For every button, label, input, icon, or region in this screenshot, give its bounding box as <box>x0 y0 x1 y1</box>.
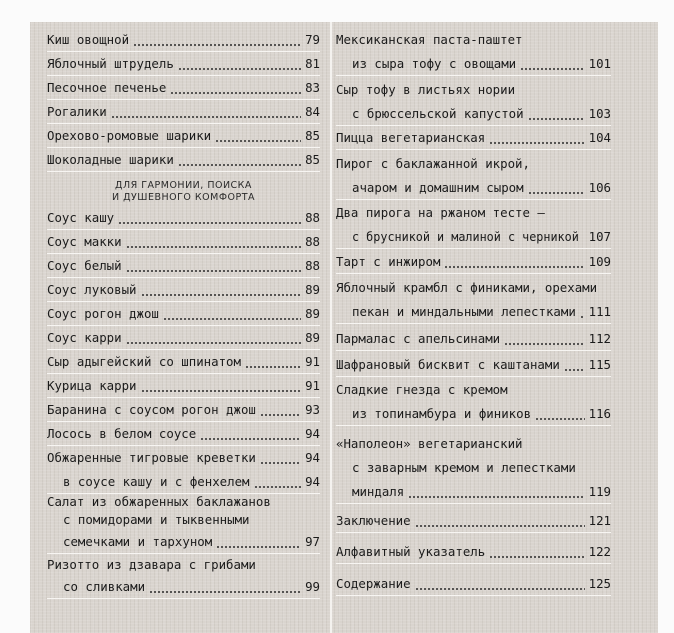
toc-entry-continuation[interactable] <box>47 575 320 599</box>
entry-title: с брюссельской капустой <box>352 106 524 121</box>
entry-title: Киш овощной <box>47 32 130 47</box>
entry-title: Соус рогон джош <box>47 306 159 321</box>
toc-entry[interactable] <box>47 124 320 148</box>
entry-page: 103 <box>588 106 611 121</box>
toc-entry-continuation <box>336 456 611 480</box>
toc-entry[interactable] <box>336 353 611 377</box>
entry-title: миндаля <box>352 484 405 499</box>
entry-page: 89 <box>305 282 320 297</box>
toc-entry[interactable] <box>47 398 320 422</box>
entry-title: Шоколадные шарики <box>47 152 174 167</box>
entry-page: 99 <box>305 579 320 594</box>
toc-entry[interactable] <box>47 28 320 52</box>
toc-entry[interactable] <box>47 422 320 446</box>
entry-title: Сыр адыгейский со шпинатом <box>47 354 241 369</box>
toc-entry-continuation[interactable] <box>47 530 320 554</box>
entry-title: семечками и тархуном <box>63 534 213 549</box>
entry-title: в соусе кашу и с фенхелем <box>63 474 250 489</box>
toc-entry[interactable] <box>47 553 320 577</box>
entry-page: 101 <box>588 56 611 71</box>
toc-entry[interactable] <box>47 206 320 230</box>
entry-title: ачаром и домашним сыром <box>352 180 524 195</box>
entry-title: Мексиканская паста-паштет <box>336 32 523 47</box>
toc-entry-continuation[interactable] <box>336 52 611 76</box>
entry-page: 89 <box>305 330 320 345</box>
section-heading-line-2: И ДУШЕВНОГО КОМФОРТА <box>111 192 256 203</box>
entry-title: Соус карри <box>47 330 122 345</box>
toc-entry[interactable] <box>336 201 611 225</box>
toc-entry[interactable] <box>47 446 320 470</box>
entry-title: Сыр тофу в листьях нории <box>336 82 516 97</box>
toc-entry[interactable] <box>336 28 611 52</box>
entry-title: с помидорами и тыквенными <box>63 512 250 527</box>
toc-entry[interactable] <box>47 350 320 374</box>
entry-title: с заварным кремом и лепестками <box>352 460 576 475</box>
toc-entry-continuation[interactable] <box>336 300 611 324</box>
toc-entry[interactable] <box>336 572 611 596</box>
toc-entry[interactable] <box>47 230 320 254</box>
entry-page: 94 <box>305 474 320 489</box>
toc-entry[interactable] <box>336 540 611 564</box>
entry-title: Заключение <box>336 513 411 528</box>
entry-title: «Наполеон» вегетарианский <box>336 436 523 451</box>
entry-page: 88 <box>305 234 320 249</box>
toc-entry[interactable] <box>336 327 611 351</box>
toc-entry[interactable] <box>47 326 320 350</box>
toc-entry[interactable] <box>47 374 320 398</box>
entry-page: 106 <box>588 180 611 195</box>
entry-page: 111 <box>588 304 611 319</box>
entry-title: Ризотто из дзавара с грибами <box>47 557 256 572</box>
toc-entry-continuation <box>47 508 320 532</box>
entry-page: 81 <box>305 56 320 71</box>
toc-entry-continuation[interactable] <box>336 480 611 504</box>
entry-page: 109 <box>588 254 611 269</box>
toc-entry[interactable] <box>336 276 611 300</box>
entry-page: 115 <box>588 357 611 372</box>
toc-entry[interactable] <box>336 378 611 402</box>
toc-entry[interactable] <box>336 126 611 150</box>
entry-page: 107 <box>588 229 611 244</box>
entry-title: Шафрановый бисквит с каштанами <box>336 357 560 372</box>
entry-page: 97 <box>305 534 320 549</box>
toc-entry[interactable] <box>336 78 611 102</box>
entry-page: 104 <box>588 130 611 145</box>
entry-page: 85 <box>305 152 320 167</box>
toc-entry-continuation[interactable] <box>336 402 611 426</box>
entry-title: Салат из обжаренных баклажанов <box>47 494 271 509</box>
entry-page: 84 <box>305 104 320 119</box>
toc-entry[interactable] <box>47 302 320 326</box>
entry-title: пекан и миндальными лепестками <box>352 304 576 319</box>
entry-title: Содержание <box>336 576 411 591</box>
entry-page: 94 <box>305 450 320 465</box>
entry-page: 93 <box>305 402 320 417</box>
entry-page: 88 <box>305 210 320 225</box>
entry-page: 83 <box>305 80 320 95</box>
entry-title: Яблочный штрудель <box>47 56 174 71</box>
entry-title: Сладкие гнезда с кремом <box>336 382 508 397</box>
toc-entry[interactable] <box>47 254 320 278</box>
toc-entry[interactable] <box>47 278 320 302</box>
entry-title: из сыра тофу с овощами <box>352 56 517 71</box>
entry-page: 116 <box>588 406 611 421</box>
entry-page: 112 <box>588 331 611 346</box>
entry-page: 125 <box>588 576 611 591</box>
entry-title: Песочное печенье <box>47 80 167 95</box>
toc-entry[interactable] <box>336 152 611 176</box>
entry-title: Соус кашу <box>47 210 115 225</box>
entry-page: 91 <box>305 378 320 393</box>
toc-entry-continuation[interactable] <box>336 102 611 126</box>
entry-title: Тарт с инжиром <box>336 254 441 269</box>
toc-entry[interactable] <box>47 100 320 124</box>
entry-page: 121 <box>588 513 611 528</box>
entry-page: 94 <box>305 426 320 441</box>
entry-title: Соус макки <box>47 234 122 249</box>
entry-page: 88 <box>305 258 320 273</box>
entry-title: с брусникой и малиной с черникой <box>352 229 579 244</box>
entry-title: Обжаренные тигровые креветки <box>47 450 256 465</box>
entry-page: 91 <box>305 354 320 369</box>
entry-page: 119 <box>588 484 611 499</box>
column-divider <box>330 22 332 633</box>
entry-title: Пирог с баклажанной икрой, <box>336 156 530 171</box>
entry-title: Два пирога на ржаном тесте — <box>336 205 545 220</box>
entry-title: Курица карри <box>47 378 137 393</box>
entry-title: Лосось в белом соусе <box>47 426 197 441</box>
toc-entry[interactable] <box>47 76 320 100</box>
entry-page: 85 <box>305 128 320 143</box>
toc-entry[interactable] <box>47 148 320 172</box>
entry-title: Пармалас с апельсинами <box>336 331 501 346</box>
entry-title: Соус белый <box>47 258 122 273</box>
entry-page: 122 <box>588 544 611 559</box>
entry-title: Пицца вегетарианская <box>336 130 486 145</box>
entry-title: Яблочный крамбл с финиками, орехами <box>336 280 598 295</box>
entry-page: 89 <box>305 306 320 321</box>
toc-entry[interactable] <box>47 52 320 76</box>
toc-entry[interactable] <box>336 432 611 456</box>
toc-entry[interactable] <box>336 509 611 533</box>
entry-title: со сливками <box>63 579 146 594</box>
entry-title: Соус луковый <box>47 282 137 297</box>
entry-page: 79 <box>305 32 320 47</box>
toc-entry[interactable] <box>336 250 611 274</box>
entry-title: Рогалики <box>47 104 107 119</box>
entry-title: Алфавитный указатель <box>336 544 486 559</box>
toc-entry-continuation[interactable] <box>336 176 611 200</box>
toc-entry-continuation[interactable] <box>336 225 611 249</box>
entry-title: Орехово-ромовые шарики <box>47 128 212 143</box>
entry-title: из топинамбура и фиников <box>352 406 532 421</box>
entry-title: Баранина с соусом рогон джош <box>47 402 256 417</box>
section-heading-line-1: ДЛЯ ГАРМОНИИ, ПОИСКА <box>115 180 252 191</box>
